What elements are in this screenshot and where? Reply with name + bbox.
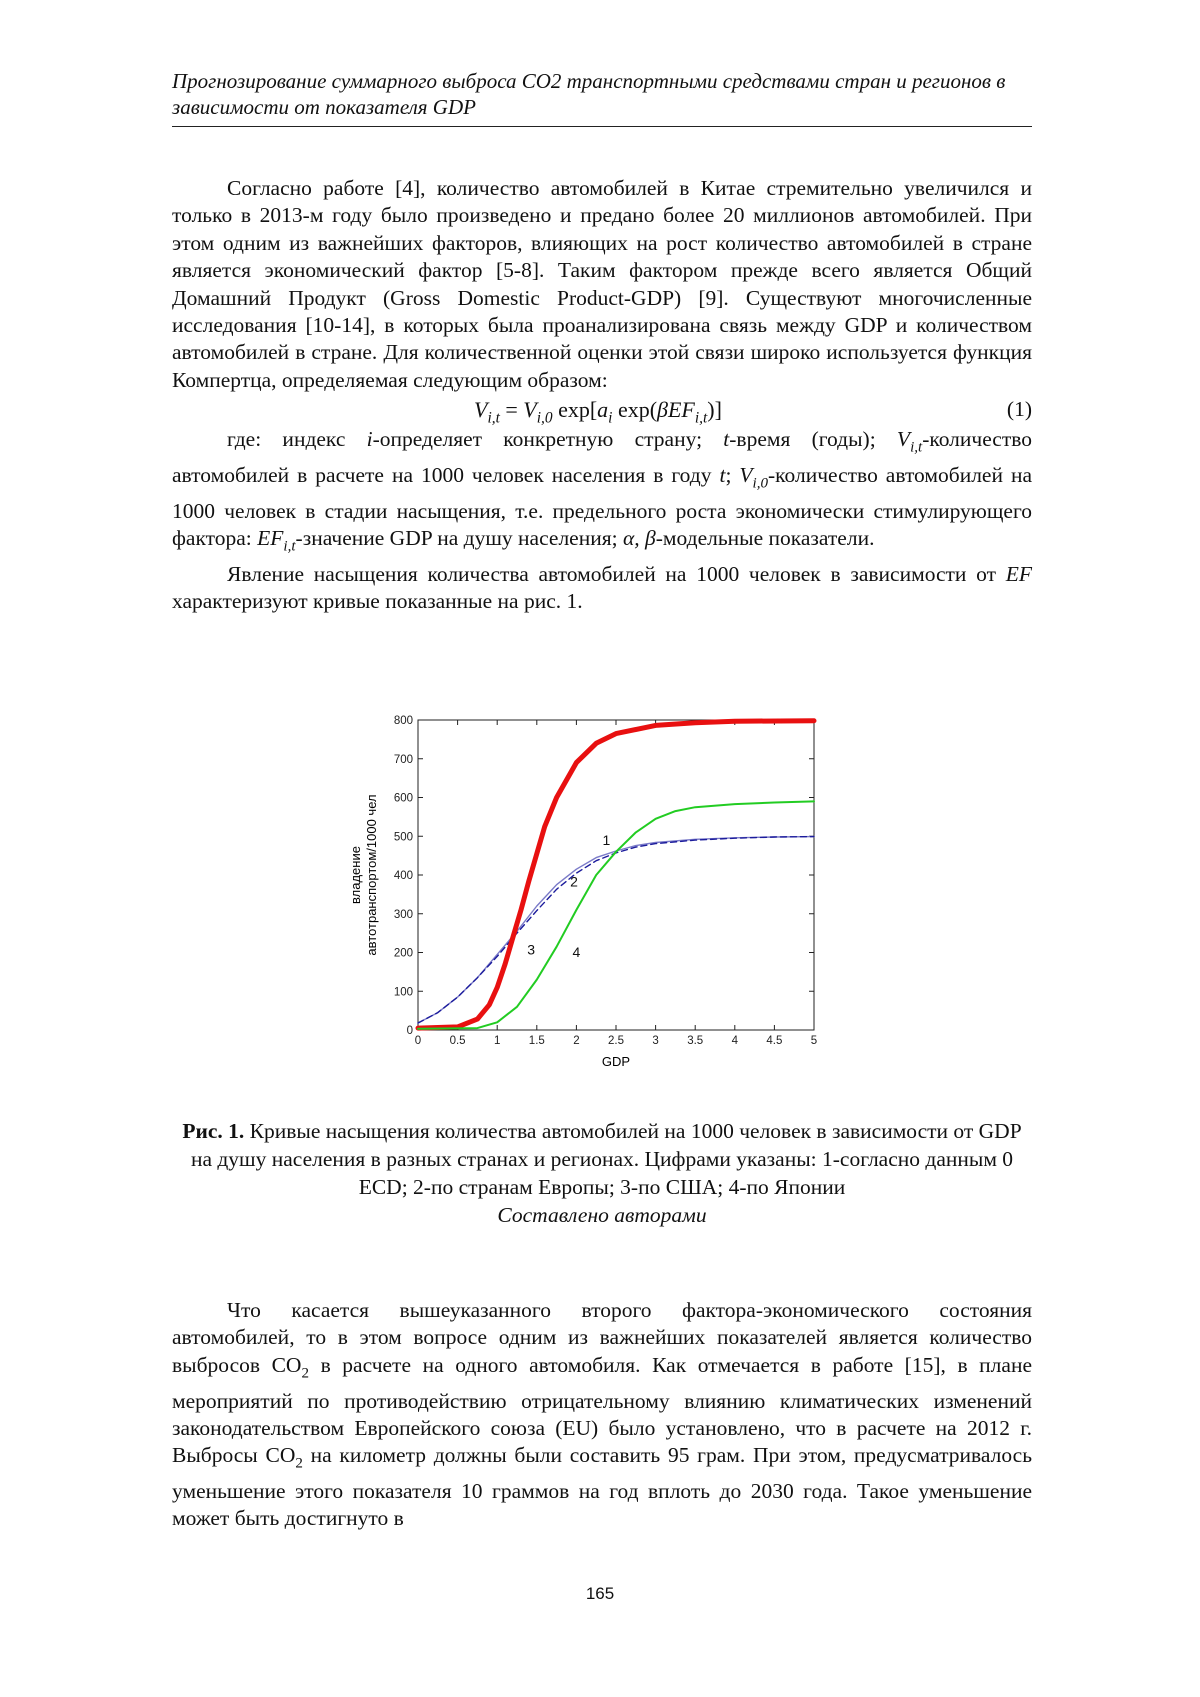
def-var-alpha-beta: α, β bbox=[622, 526, 656, 551]
x-tick-label: 2 bbox=[573, 1035, 580, 1047]
running-header: Прогнозирование суммарного выброса CO2 транспортными средствами стран и регионов в зависимости от показателя GDP bbox=[172, 68, 1032, 127]
def-var-t: t bbox=[723, 427, 730, 452]
y-tick-label: 500 bbox=[393, 831, 413, 844]
y-tick-label: 200 bbox=[393, 947, 413, 960]
x-axis-label: GDP bbox=[601, 1054, 631, 1069]
em-text-1: Что касается вышеуказанного второго фактора-экономического состояния автомобилей, то в этом вопросе одним из важнейших показателей является количество выбросов CO bbox=[172, 1298, 1032, 1377]
paragraph-definitions bbox=[172, 426, 1032, 561]
curve-label-4: 4 bbox=[572, 944, 581, 961]
x-tick-label: 2.5 bbox=[608, 1035, 624, 1047]
y-tick-label: 0 bbox=[406, 1025, 413, 1037]
def-text-7: -значение GDP на душу населения; bbox=[295, 526, 623, 551]
eq-close: )] bbox=[707, 397, 722, 423]
curve-label-1: 1 bbox=[602, 831, 611, 848]
em-sub-2: 2 bbox=[295, 1455, 303, 1472]
caption-source: Составлено авторами bbox=[497, 1203, 707, 1227]
eq-v0: V bbox=[523, 397, 537, 423]
caption-text bbox=[172, 1117, 1032, 1201]
x-tick-label: 1 bbox=[493, 1035, 501, 1047]
y-tick-label: 400 bbox=[393, 870, 413, 882]
body-text-upper bbox=[172, 175, 1032, 616]
def-text-5: ; bbox=[725, 462, 740, 487]
em-text-2: в расчете на одного автомобиля. Как отмечается в работе [15], в плане мероприятий по противодействию отрицательному влиянию климатических изменений законодательством Европейского союза (EU) было установлено, что в расчете на 2012 г. Выбросы CO bbox=[172, 1352, 1032, 1468]
x-tick-label: 3.5 bbox=[687, 1035, 704, 1047]
def-text-4: -количество автомобилей в расчете на 1000 человек населения в году bbox=[172, 427, 1032, 487]
eq-v0-sub: i,0 bbox=[536, 409, 553, 427]
equation-number: (1) bbox=[1006, 397, 1032, 422]
y-tick-label: 100 bbox=[393, 986, 413, 999]
y-axis-label-line-1: владение bbox=[348, 846, 363, 904]
def-var-ef-sub: i,t bbox=[283, 538, 296, 555]
gompertz-formula bbox=[474, 396, 722, 432]
y-axis-label-line-2: автотранспортом/1000 чел bbox=[364, 794, 379, 956]
sat-text-1: Явление насыщения количества автомобилей на 1000 человек в зависимости от bbox=[227, 561, 1006, 586]
x-tick-label: 5 bbox=[810, 1035, 818, 1047]
caption-body: Кривые насыщения количества автомобилей на 1000 человек в зависимости от GDP на душу населения в разных странах и регионах. Цифрами указаны: 1-согласно данным 0 ECD; 2-по странам Европы; 3-по США; 4-по Японии bbox=[190, 1119, 1022, 1199]
y-tick-label: 600 bbox=[393, 792, 413, 805]
equation-1 bbox=[172, 396, 1032, 426]
eq-equals: = bbox=[499, 397, 524, 423]
paragraph-gompertz-intro: Согласно работе [4], количество автомобилей в Китае стремительно увеличился и только в 2013-м году было произведено и предано более 20 миллионов автомобилей. При этом одним из важнейших факторов, влияющих на рост количество автомобилей в стране является экономический фактор [5-8]. Таким фактором прежде всего является Общий Домашний Продукт (Gross Domestic Product-GDP) [9]. Существуют многочисленные исследования [10-14], в которых была проанализирована связь между GDP и количеством автомобилей в стране. Для количественной оценки этой связи широко используется функция Компертца, определяемая следующим образом: bbox=[172, 176, 1032, 392]
y-tick-label: 800 bbox=[393, 715, 413, 727]
figure-caption bbox=[172, 1117, 1032, 1229]
em-sub-1: 2 bbox=[301, 1365, 309, 1382]
em-text-3: на километр должны были составить 95 грам. При этом, предусматривалось уменьшение этого показателя 10 граммов на год вплоть до 2030 года. Такое уменьшение может быть достигнуто в bbox=[172, 1443, 1032, 1531]
eq-exp-inner: exp( bbox=[612, 397, 658, 423]
caption-label: Рис. 1. bbox=[182, 1119, 245, 1143]
curve-label-2: 2 bbox=[570, 873, 578, 890]
page-number: 165 bbox=[585, 1584, 615, 1603]
y-tick-label: 300 bbox=[393, 908, 413, 921]
curve-label-3: 3 bbox=[527, 941, 536, 958]
plot-frame bbox=[418, 720, 814, 1030]
eq-lhs: V bbox=[474, 397, 488, 423]
def-var-i: i bbox=[366, 427, 373, 452]
def-var-vit: V bbox=[896, 427, 911, 452]
paragraph-emissions bbox=[172, 1297, 1032, 1533]
def-var-vit-sub: i,t bbox=[910, 439, 923, 456]
def-var-t2: t bbox=[719, 462, 726, 487]
figure-1 bbox=[332, 700, 872, 1100]
def-text-3: -время (годы); bbox=[729, 427, 897, 452]
plot-area bbox=[418, 720, 814, 1030]
def-text-1: где: индекс bbox=[227, 427, 367, 452]
y-tick-label: 700 bbox=[393, 753, 413, 766]
x-tick-label: 4.5 bbox=[766, 1035, 783, 1047]
x-tick-label: 1.5 bbox=[528, 1035, 545, 1047]
def-var-vi0-sub: i,0 bbox=[752, 475, 769, 492]
def-text-2: -определяет конкретную страну; bbox=[372, 427, 724, 452]
eq-exp-outer: exp[ bbox=[552, 397, 598, 423]
def-text-6: -количество автомобилей на 1000 человек в стадии насыщения, т.е. предельного роста экономически стимулирующего фактора: bbox=[172, 462, 1032, 551]
x-tick-label: 0 bbox=[414, 1035, 422, 1047]
def-var-vi0: V bbox=[739, 462, 753, 487]
def-var-ef: EF bbox=[257, 526, 284, 551]
x-tick-label: 0.5 bbox=[449, 1035, 466, 1047]
eq-alpha: a bbox=[597, 397, 609, 423]
saturation-chart bbox=[332, 700, 872, 1100]
eq-beta-ef: βEF bbox=[657, 397, 695, 423]
body-text-lower bbox=[172, 1297, 1032, 1533]
sat-var-ef: EF bbox=[1005, 561, 1032, 586]
sat-text-2: характеризуют кривые показанные на рис. 1. bbox=[172, 589, 583, 614]
paragraph-saturation bbox=[172, 561, 1032, 616]
eq-lhs-sub: i,t bbox=[487, 409, 500, 427]
def-text-8: -модельные показатели. bbox=[655, 526, 875, 551]
x-tick-label: 3 bbox=[652, 1035, 659, 1047]
eq-alpha-sub: i bbox=[608, 409, 613, 427]
x-tick-label: 4 bbox=[731, 1035, 739, 1047]
eq-ef-sub: i,t bbox=[694, 409, 708, 427]
